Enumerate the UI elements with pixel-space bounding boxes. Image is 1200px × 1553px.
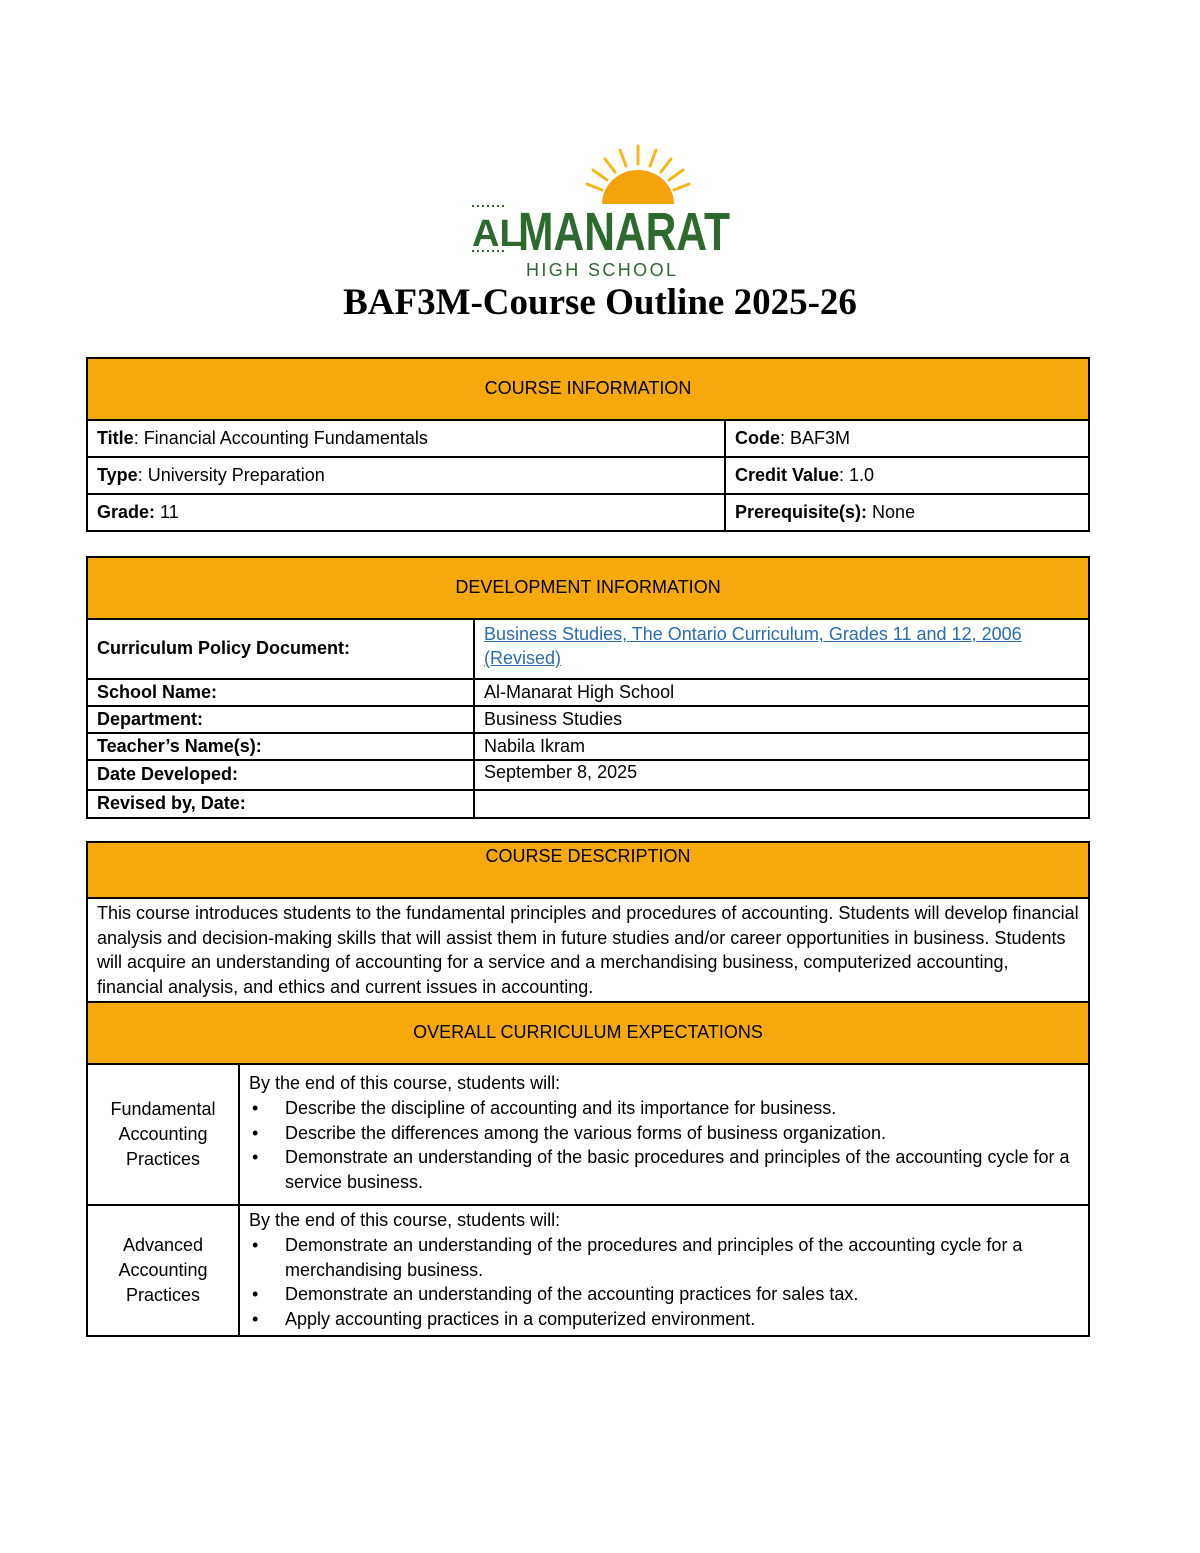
credit-cell (725, 457, 1089, 494)
type-cell (87, 457, 725, 494)
code-label: Code (735, 427, 780, 448)
date-developed-value: September 8, 2025 (474, 760, 1089, 790)
strand-name: Advanced Accounting Practices (87, 1205, 239, 1336)
prerequisite-label: Prerequisite(s): (735, 501, 868, 522)
teacher-value: Nabila Ikram (474, 733, 1089, 760)
curriculum-link[interactable]: Business Studies, The Ontario Curriculum, Grades 11 and 12, 2006 (Revised) (484, 624, 1022, 668)
title-value: : Financial Accounting Fundamentals (133, 427, 428, 448)
strand-intro: By the end of this course, students will: (249, 1210, 561, 1230)
course-information-header: COURSE INFORMATION (87, 358, 1089, 420)
type-value: : University Preparation (137, 464, 325, 485)
document-title: BAF3M-Course Outline 2025-26 (343, 282, 857, 323)
revised-label: Revised by, Date: (87, 790, 474, 818)
course-description-text: This course introduces students to the fundamental principles and procedures of accounting. Students will develop financial analysis and decision-making skills that will assist them in future studies and/or career opportunities in business. Students will acquire an understanding of accounting for a service and a merchandising business, computerized accounting, financial analysis, and ethics and current issues in accounting. (87, 898, 1089, 1002)
department-value: Business Studies (474, 706, 1089, 733)
teacher-label: Teacher’s Name(s): (87, 733, 474, 760)
strand-row (87, 1205, 1089, 1336)
course-description-table (86, 841, 1090, 1337)
expectation-list (249, 1096, 1079, 1194)
course-information-table (86, 357, 1090, 532)
school-name-label: School Name: (87, 679, 474, 706)
expectation-item: • Demonstrate an understanding of the basic procedures and principles of the accounting cycle for a service business. (249, 1145, 1079, 1194)
course-description-header: COURSE DESCRIPTION (87, 842, 1089, 898)
grade-label: Grade: (97, 501, 156, 522)
expectation-item: • Apply accounting practices in a computerized environment. (249, 1307, 1079, 1332)
revised-value (474, 790, 1089, 818)
grade-cell (87, 494, 725, 531)
strand-intro: By the end of this course, students will: (249, 1073, 561, 1093)
school-logo (466, 142, 732, 282)
expectation-item: • Describe the differences among the various forms of business organization. (249, 1121, 1079, 1146)
expectation-item: • Demonstrate an understanding of the procedures and principles of the accounting cycle for a merchandising business. (249, 1233, 1079, 1282)
strand-name: Fundamental Accounting Practices (87, 1064, 239, 1205)
credit-label: Credit Value (735, 464, 840, 485)
development-information-table (86, 556, 1090, 819)
title-cell (87, 420, 725, 457)
prerequisite-cell (725, 494, 1089, 531)
grade-value: 11 (155, 501, 179, 522)
strand-row (87, 1064, 1089, 1205)
date-developed-label: Date Developed: (87, 760, 474, 790)
overall-expectations-header: OVERALL CURRICULUM EXPECTATIONS (87, 1002, 1089, 1064)
logo-manarat-text: MANARAT (518, 202, 731, 262)
curriculum-label: Curriculum Policy Document: (87, 619, 474, 679)
code-value: : BAF3M (780, 427, 851, 448)
strand-expectations (239, 1064, 1089, 1205)
prerequisite-value: None (867, 501, 916, 522)
expectation-item: • Describe the discipline of accounting and its importance for business. (249, 1096, 1079, 1121)
logo-graphic (466, 142, 732, 282)
curriculum-cell (474, 619, 1089, 679)
school-name-value: Al-Manarat High School (474, 679, 1089, 706)
logo-al-text: AL (472, 213, 523, 255)
code-cell (725, 420, 1089, 457)
development-information-header: DEVELOPMENT INFORMATION (87, 557, 1089, 619)
type-label: Type (97, 464, 138, 485)
strand-expectations (239, 1205, 1089, 1336)
expectation-item: • Demonstrate an understanding of the accounting practices for sales tax. (249, 1282, 1079, 1307)
title-label: Title (97, 427, 134, 448)
expectation-list (249, 1233, 1079, 1331)
credit-value: : 1.0 (839, 464, 875, 485)
logo-subtitle-text: HIGH SCHOOL (526, 260, 676, 280)
sun-icon (602, 170, 674, 204)
department-label: Department: (87, 706, 474, 733)
